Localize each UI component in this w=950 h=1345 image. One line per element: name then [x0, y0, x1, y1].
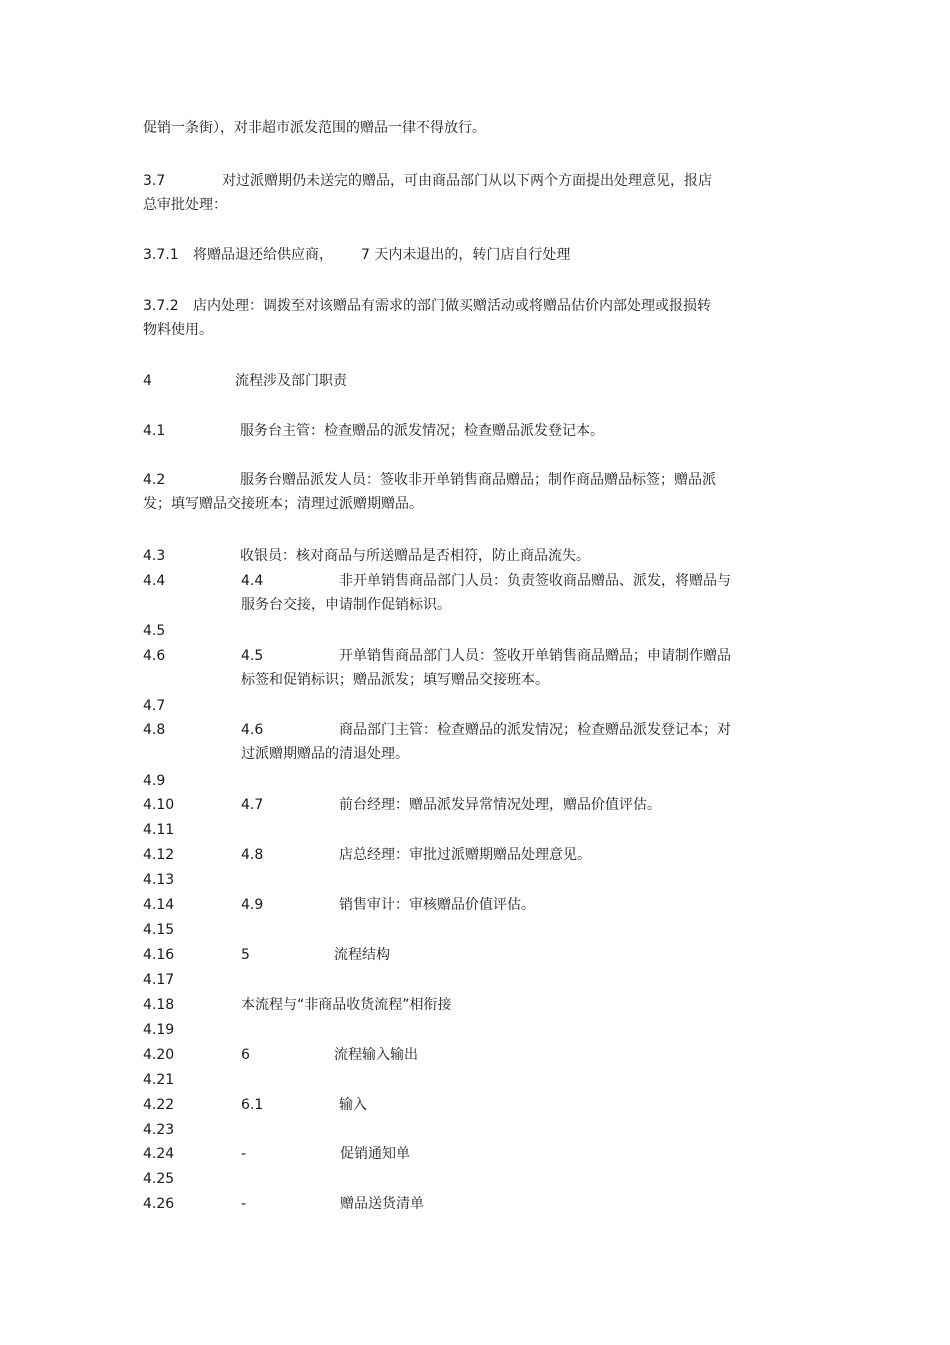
inner-text: 本流程与“非商品收货流程”相衔接 [241, 997, 452, 1013]
inner-heading: 流程输入输出 [334, 1047, 418, 1063]
inner-dash: - [241, 1146, 247, 1162]
inner-text: 商品部门主管：检查赠品的派发情况；检查赠品派发登记本；对 [339, 722, 731, 738]
list-number: 4.20 [143, 1047, 175, 1063]
list-number: 4.23 [143, 1122, 175, 1138]
inner-number: 6 [241, 1047, 250, 1063]
section-text-continued: 总审批处理： [143, 197, 227, 213]
inner-heading: 输入 [339, 1097, 367, 1113]
inner-number: 4.5 [241, 648, 264, 664]
section-number: 4.1 [143, 423, 166, 439]
inner-text-continued: 标签和促销标识；赠品派发；填写赠品交接班本。 [241, 672, 549, 688]
section-text: 收银员：核对商品与所送赠品是否相符，防止商品流失。 [240, 548, 590, 564]
section-text: 将赠品退还给供应商， [193, 247, 333, 263]
list-number: 4.11 [143, 822, 175, 838]
inner-number: 4.7 [241, 797, 264, 813]
list-number: 4.5 [143, 623, 166, 639]
section-text: 7 天内未退出的，转门店自行处理 [361, 247, 571, 263]
paragraph-line: 促销一条街），对非超市派发范围的赠品一律不得放行。 [143, 120, 486, 136]
section-text-continued: 物料使用。 [143, 322, 213, 338]
inner-number: 4.8 [241, 847, 264, 863]
section-number: 3.7.2 [143, 298, 179, 314]
inner-text: 开单销售商品部门人员：签收开单销售商品赠品；申请制作赠品 [339, 648, 731, 664]
list-number: 4.19 [143, 1022, 175, 1038]
section-number: 3.7 [143, 173, 166, 189]
section-text: 对过派赠期仍未送完的赠品，可由商品部门从以下两个方面提出处理意见，报店 [222, 173, 712, 189]
inner-dash: - [241, 1196, 247, 1212]
list-number: 4.8 [143, 722, 166, 738]
inner-number: 5 [241, 947, 250, 963]
section-text: 服务台赠品派发人员：签收非开单销售商品赠品；制作商品赠品标签；赠品派 [240, 472, 716, 488]
list-number: 4.15 [143, 922, 175, 938]
list-number: 4.9 [143, 773, 166, 789]
inner-number: 4.6 [241, 722, 264, 738]
list-number: 4.26 [143, 1196, 175, 1212]
section-heading: 流程涉及部门职责 [235, 373, 347, 389]
list-number: 4.21 [143, 1072, 175, 1088]
inner-number: 6.1 [241, 1097, 264, 1113]
inner-number: 4.4 [241, 573, 264, 589]
list-number: 4.18 [143, 997, 175, 1013]
list-number: 4.17 [143, 972, 175, 988]
inner-text: 促销通知单 [340, 1146, 410, 1162]
inner-text: 非开单销售商品部门人员：负责签收商品赠品、派发，将赠品与 [339, 573, 731, 589]
inner-text: 赠品送货清单 [340, 1196, 424, 1212]
section-number: 3.7.1 [143, 247, 179, 263]
list-number: 4.6 [143, 648, 166, 664]
section-text: 服务台主管：检查赠品的派发情况；检查赠品派发登记本。 [240, 423, 604, 439]
list-number: 4.3 [143, 548, 166, 564]
inner-heading: 流程结构 [334, 947, 390, 963]
section-number: 4.2 [143, 472, 166, 488]
section-number: 4 [143, 373, 152, 389]
list-number: 4.14 [143, 897, 175, 913]
inner-text: 店总经理：审批过派赠期赠品处理意见。 [339, 847, 591, 863]
inner-text-continued: 服务台交接，申请制作促销标识。 [241, 597, 451, 613]
list-number: 4.4 [143, 573, 166, 589]
list-number: 4.7 [143, 698, 166, 714]
list-number: 4.25 [143, 1171, 175, 1187]
list-number: 4.10 [143, 797, 175, 813]
section-text-continued: 发；填写赠品交接班本；清理过派赠期赠品。 [143, 496, 423, 512]
inner-text: 销售审计：审核赠品价值评估。 [339, 897, 535, 913]
list-number: 4.22 [143, 1097, 175, 1113]
section-text: 店内处理：调拨至对该赠品有需求的部门做买赠活动或将赠品估价内部处理或报损转 [193, 298, 711, 314]
list-number: 4.13 [143, 872, 175, 888]
inner-number: 4.9 [241, 897, 264, 913]
inner-text-continued: 过派赠期赠品的清退处理。 [241, 746, 409, 762]
list-number: 4.16 [143, 947, 175, 963]
list-number: 4.24 [143, 1146, 175, 1162]
inner-text: 前台经理：赠品派发异常情况处理，赠品价值评估。 [339, 797, 661, 813]
list-number: 4.12 [143, 847, 175, 863]
